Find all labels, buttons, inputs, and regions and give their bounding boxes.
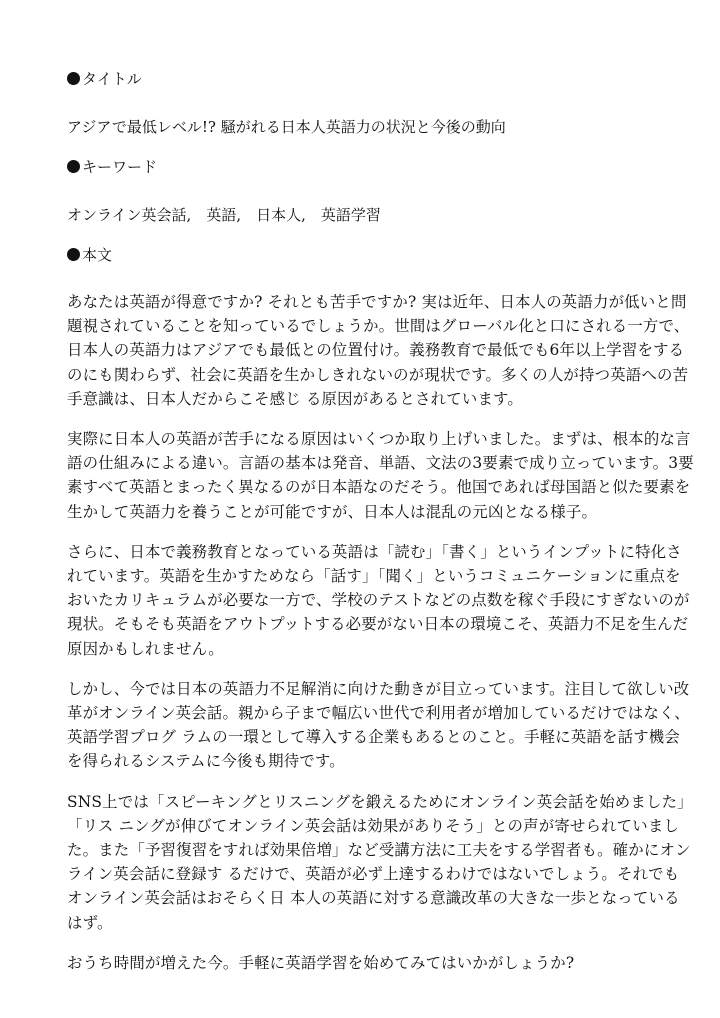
paragraph-line: 革がオンライン英会話。親から子まで幅広い世代で利用者が増加しているだけではなく、 — [67, 704, 690, 723]
paragraph-line: おいたカリキュラムが必要な一方で、学校のテストなどの点数を稼ぐ手段にすぎないのが — [67, 591, 690, 610]
document-page — [67, 64, 694, 991]
paragraph-line: れています。英語を生かすためなら「話す」「聞く」というコミュニケーションに重点を — [67, 567, 681, 586]
article-body — [67, 290, 694, 975]
keyword-heading — [67, 156, 657, 178]
body-paragraph-4 — [67, 677, 690, 774]
paragraph-line: を得られるシステムに今後も期待です。 — [67, 752, 345, 771]
keyword-list: オンライン英会話, 英語, 日本人, 英語学習 — [67, 206, 381, 224]
paragraph-line: おうち時間が増えた今。手軽に英語学習を始めてみてはいかがしょうか? — [67, 953, 575, 972]
paragraph-line: 実際に日本人の英語が苦手になる原因はいくつか取り上げいました。まずは、根本的な言 — [67, 430, 691, 449]
paragraph-line: 英語学習プログ ラムの一環として導入する企業もあるとのこと。手軽に英語を話す機会 — [67, 728, 680, 747]
paragraph-line: オンライン英会話はおそらく日 本人の英語に対する意識改革の大きな一歩となっている — [67, 889, 680, 908]
body-paragraph-3 — [67, 540, 690, 661]
title-heading — [67, 68, 657, 90]
paragraph-line: しかし、今では日本の英語力不足解消に向けた動きが目立っています。注目して欲しい改 — [67, 679, 690, 698]
paragraph-line: さらに、日本で義務教育となっている英語は「読む」「書く」というインプットに特化さ — [67, 542, 682, 561]
paragraph-line: のにも関わらず、社会に英語を生かしきれないのが現状です。多くの人が持つ英語への苦 — [67, 365, 689, 384]
paragraph-line: 「リス ニングが伸びてオンライン英会話は効果がありそう」との声が寄せられていまし — [67, 816, 680, 835]
body-heading-label: 本文 — [82, 246, 113, 264]
bullet-icon — [67, 248, 80, 261]
bullet-icon — [67, 72, 80, 85]
paragraph-line: 原因かもしれません。 — [67, 639, 224, 658]
paragraph-line: ライン英会話に登録す るだけで、英語が必ず上達するわけではないでしょう。それでも — [67, 865, 680, 884]
title-heading-label: タイトル — [82, 70, 142, 88]
body-heading — [67, 244, 657, 266]
paragraph-line: 語の仕組みによる違い。言語の基本は発音、単語、文法の3要素で成り立っています。3要 — [67, 454, 694, 473]
paragraph-line: 生かして英語力を養うことが可能ですが、日本人は混乱の元凶となる様子。 — [67, 502, 598, 521]
keyword-heading-label: キーワード — [82, 158, 158, 176]
paragraph-line: はず。 — [67, 913, 113, 932]
body-paragraph-1 — [67, 290, 690, 411]
bullet-icon — [67, 160, 80, 173]
paragraph-line: 素すべて英語とまったく異なるのが日本語なのだそう。他国であれば母国語と似た要素を — [67, 478, 691, 497]
body-paragraph-2 — [67, 427, 694, 524]
article-title: アジアで最低レベル!? 騒がれる日本人英語力の状況と今後の動向 — [67, 118, 506, 136]
paragraph-line: SNS上では「スピーキングとリスニングを鍛えるためにオンライン英会話を始めました」 — [67, 792, 693, 811]
paragraph-line: た。また「予習復習をすれば効果倍増」など受講方法に工夫をする学習者も。確かにオン — [67, 841, 691, 860]
paragraph-line: あなたは英語が得意ですか? それとも苦手ですか? 実は近年、日本人の英語力が低いと問 — [67, 293, 687, 311]
paragraph-line: 題視されていることを知っているでしょうか。世間はグローバル化と口にされる一方で、 — [67, 317, 690, 336]
paragraph-line: 日本人の英語力はアジアでも最低との位置付け。義務教育で最低でも6年以上学習をする — [67, 341, 685, 360]
paragraph-line: 現状。そもそも英語をアウトプットする必要がない日本の環境こそ、英語力不足を生んだ — [67, 615, 689, 634]
body-paragraph-6 — [67, 951, 657, 975]
paragraph-line: 手意識は、日本人だからこそ感じ る原因があるとされています。 — [67, 389, 523, 408]
body-paragraph-5 — [67, 790, 693, 935]
